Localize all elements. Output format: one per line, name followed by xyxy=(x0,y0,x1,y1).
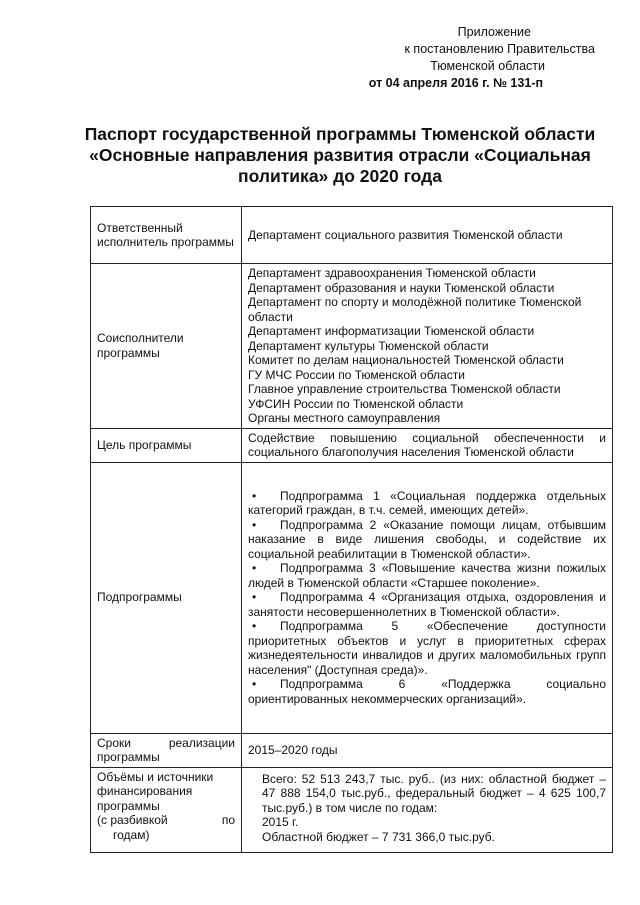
subprogram-text: Подпрограмма 6 «Поддержка социально ориентированных некоммерческих организаций». xyxy=(248,677,606,706)
label-part: программы xyxy=(97,750,160,764)
list-item xyxy=(248,619,606,677)
table-row xyxy=(91,733,613,767)
list-item xyxy=(248,561,606,590)
bullet: • xyxy=(252,488,257,503)
table-row xyxy=(91,207,613,264)
list-item xyxy=(248,518,606,562)
subprogram-text: Подпрограмма 1 «Социальная поддержка отдельных категорий граждан, в т.ч. семей, имеющих детей». xyxy=(248,488,606,518)
list-item: Департамент образования и науки Тюменской области xyxy=(248,280,555,295)
table-row xyxy=(91,428,613,462)
list-item xyxy=(248,677,606,706)
label-part: годам) xyxy=(113,827,150,842)
funding-regional: Областной бюджет – 7 731 366,0 тыс.руб. xyxy=(262,829,495,844)
list-item: Департамент здравоохранения Тюменской области xyxy=(248,266,536,280)
subprograms-list xyxy=(242,462,613,733)
appendix-date-number: от 04 апреля 2016 г. № 131-п xyxy=(368,76,543,90)
list-item xyxy=(248,489,606,518)
label-part: по xyxy=(221,813,235,827)
subprogram-text: Подпрограмма 2 «Оказание помощи лицам, отбывшим наказание в виде лишения свободы, и содействие их социальной реабилитации в Тюменской области». xyxy=(248,517,606,561)
label-part: финансирования xyxy=(97,784,193,798)
label-part: (с разбивкой xyxy=(97,813,168,827)
list-item: УФСИН России по Тюменской области xyxy=(248,396,464,411)
row-value: 2015–2020 годы xyxy=(242,733,613,767)
table-row xyxy=(91,462,613,733)
document-title: Паспорт государственной программы Тюменской области «Основные направления развития отрасли «Социальная политика» до 2020 года xyxy=(84,124,596,186)
row-label: Подпрограммы xyxy=(91,462,242,733)
passport-table xyxy=(90,206,613,853)
funding-total: Всего: 52 513 243,7 тыс. руб.. (из них: областной бюджет – 47 888 154,0 тыс.руб., федеральный бюджет – 4 625 100,7 тыс.руб.) в том числе по годам: xyxy=(262,771,606,815)
row-label: Цель программы xyxy=(91,428,242,462)
funding-year: 2015 г. xyxy=(262,815,299,829)
subprogram-text: Подпрограмма 4 «Организация отдыха, оздоровления и занятости несовершеннолетних в Тюменской области». xyxy=(248,590,606,619)
list-item: Органы местного самоуправления xyxy=(248,411,441,425)
bullet: • xyxy=(252,561,257,576)
appendix-block xyxy=(335,24,595,92)
appendix-line: Приложение xyxy=(457,25,531,39)
list-item xyxy=(248,590,606,619)
bullet: • xyxy=(252,619,257,634)
table-row xyxy=(91,264,613,429)
subprogram-text: Подпрограмма 3 «Повышение качества жизни пожилых людей в Тюменской области «Старшее поколение». xyxy=(248,561,606,590)
bullet: • xyxy=(252,517,257,532)
appendix-line: к постановлению Правительства xyxy=(404,42,595,56)
label-part: Сроки xyxy=(97,735,131,750)
row-label: Ответственный исполнитель программы xyxy=(91,207,242,264)
list-item: ГУ МЧС России по Тюменской области xyxy=(248,367,465,382)
co-executors-list xyxy=(242,264,613,429)
row-label: Соисполнители программы xyxy=(91,264,242,429)
list-item: Департамент информатизации Тюменской области xyxy=(248,324,535,338)
label-part: программы xyxy=(97,798,160,813)
funding-cell xyxy=(242,767,613,853)
row-label xyxy=(91,767,242,853)
row-value: Содействие повышению социальной обеспеченности и социального благополучия населения Тюменской области xyxy=(242,428,613,462)
list-item: Главное управление строительства Тюменской области xyxy=(248,382,561,396)
appendix-line: Тюменской области xyxy=(430,59,545,73)
label-part: Объёмы и источники xyxy=(97,769,214,784)
list-item: Департамент по спорту и молодёжной политике Тюменской области xyxy=(248,295,582,324)
list-item: Комитет по делам национальностей Тюменской области xyxy=(248,353,564,367)
row-label xyxy=(91,733,242,767)
list-item: Департамент культуры Тюменской области xyxy=(248,338,489,353)
row-value: Департамент социального развития Тюменской области xyxy=(242,207,613,264)
bullet: • xyxy=(252,590,257,605)
label-part: реализации xyxy=(168,735,235,750)
table-row xyxy=(91,767,613,853)
bullet: • xyxy=(252,677,257,692)
subprogram-text: Подпрограмма 5 «Обеспечение доступности приоритетных объектов и услуг в приоритетных сферах жизнедеятельности инвалидов и других маломобильных групп населения" (Доступная среда)». xyxy=(248,619,606,677)
